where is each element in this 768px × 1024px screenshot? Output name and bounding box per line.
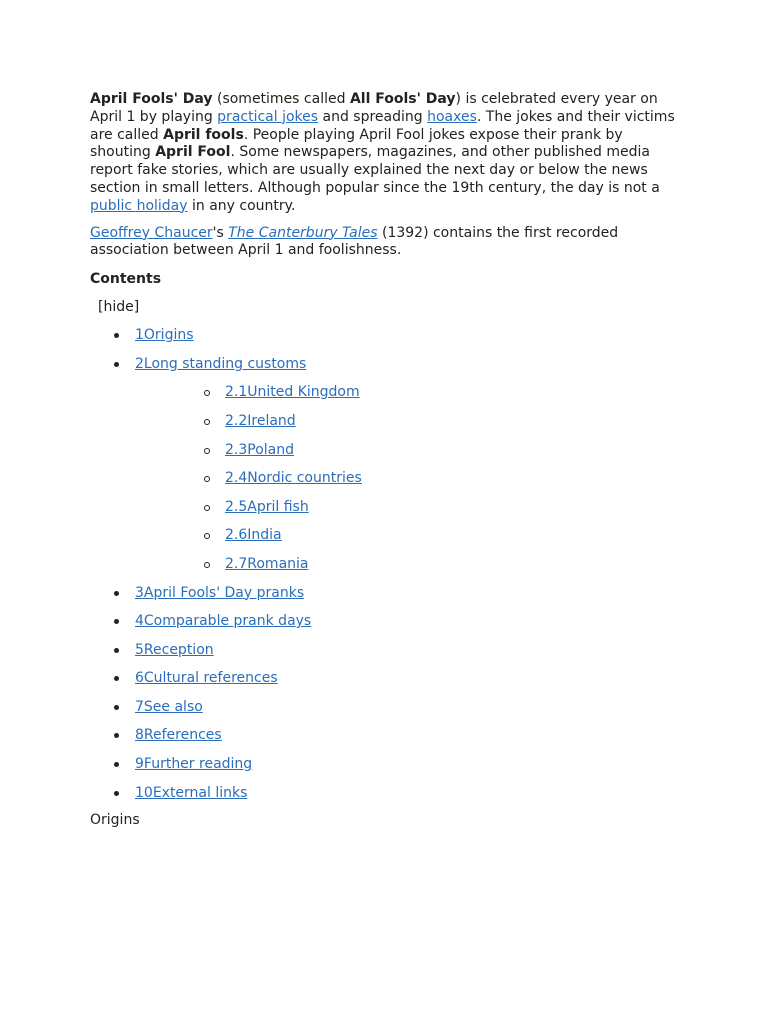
toc-subitem — [135, 469, 680, 487]
contents-title: Contents — [90, 271, 162, 288]
toc-sublink[interactable]: 2.6India — [225, 527, 282, 544]
toc-subitem — [135, 383, 680, 401]
toc-item — [90, 784, 680, 802]
intro-text: . People playing April Fool jokes expose their prank by shouting — [90, 126, 623, 161]
contents-hide-toggle[interactable]: [hide] — [98, 299, 140, 316]
intro-text: in any country. — [187, 197, 296, 214]
toc-sublink[interactable]: 2.7Romania — [225, 555, 309, 572]
toc-link[interactable]: 2Long standing customs — [135, 355, 307, 372]
toc-item — [90, 612, 680, 630]
link-geoffrey-chaucer[interactable]: Geoffrey Chaucer — [90, 224, 213, 241]
term-april-fools-day: April Fools' Day — [90, 91, 213, 107]
toc-item — [90, 584, 680, 602]
toc-link[interactable]: 9Further reading — [135, 756, 253, 773]
bullet-icon — [114, 791, 119, 796]
toc-subitem — [135, 441, 680, 459]
toc-sublink[interactable]: 2.1United Kingdom — [225, 384, 360, 401]
intro-text: . The jokes and their victims are called — [90, 108, 675, 143]
bullet-icon — [114, 619, 119, 624]
toc-subitem — [135, 555, 680, 573]
toc-sublink[interactable]: 2.4Nordic countries — [225, 470, 362, 487]
chaucer-text: 's — [212, 224, 229, 241]
toc-item — [90, 726, 680, 744]
circle-bullet-icon — [204, 476, 210, 482]
toc-link[interactable]: 1Origins — [135, 327, 194, 344]
toc-sublink[interactable]: 2.5April fish — [225, 498, 309, 515]
bullet-icon — [114, 333, 119, 338]
circle-bullet-icon — [204, 505, 210, 511]
toc-subitem — [135, 498, 680, 516]
toc-sublink[interactable]: 2.3Poland — [225, 441, 295, 458]
circle-bullet-icon — [204, 562, 210, 568]
toc-link[interactable]: 3April Fools' Day pranks — [135, 584, 305, 601]
bullet-icon — [114, 705, 119, 710]
link-practical-jokes[interactable]: practical jokes — [217, 108, 319, 125]
intro-paragraph — [90, 91, 680, 216]
section-heading-origins: Origins — [90, 812, 140, 829]
term-all-fools-day: All Fools' Day — [349, 91, 456, 107]
toc-link[interactable]: 8References — [135, 727, 222, 744]
toc-link[interactable]: 7See also — [135, 698, 203, 715]
table-of-contents — [90, 326, 680, 802]
circle-bullet-icon — [204, 419, 210, 425]
intro-text: . Some newspapers, magazines, and other published media report fake stories, which are usually explained the next day or below the news section in small letters. Although popular since the 19th century, the day is not a — [90, 144, 660, 196]
intro-text: (sometimes called — [212, 91, 350, 107]
circle-bullet-icon — [204, 390, 210, 396]
link-public-holiday[interactable]: public holiday — [90, 197, 188, 214]
toc-item — [90, 326, 680, 344]
bullet-icon — [114, 676, 119, 681]
intro-text: ) is celebrated every year on April 1 by playing — [90, 91, 658, 125]
bullet-icon — [114, 762, 119, 767]
toc-subitem — [135, 412, 680, 430]
toc-link[interactable]: 10External links — [135, 784, 248, 801]
toc-link[interactable]: 6Cultural references — [135, 670, 278, 687]
chaucer-text: (1392) contains the first recorded association between April 1 and foolishness. — [90, 224, 619, 259]
toc-subitem — [135, 526, 680, 544]
toc-item — [90, 355, 680, 573]
toc-item — [90, 641, 680, 659]
circle-bullet-icon — [204, 533, 210, 539]
bullet-icon — [114, 591, 119, 596]
article-body — [90, 91, 680, 829]
bullet-icon — [114, 733, 119, 738]
toc-item — [90, 755, 680, 773]
term-april-fools: April fools — [163, 126, 244, 143]
bullet-icon — [114, 648, 119, 653]
toc-item — [90, 669, 680, 687]
chaucer-paragraph — [90, 225, 680, 261]
bullet-icon — [114, 362, 119, 367]
circle-bullet-icon — [204, 448, 210, 454]
intro-text: and spreading — [318, 108, 428, 125]
link-hoaxes[interactable]: hoaxes — [427, 108, 477, 125]
toc-link[interactable]: 4Comparable prank days — [135, 613, 312, 630]
toc-link[interactable]: 5Reception — [135, 641, 214, 658]
toc-sublink[interactable]: 2.2Ireland — [225, 412, 296, 429]
link-canterbury-tales[interactable]: The Canterbury Tales — [228, 224, 378, 241]
toc-sublist — [135, 383, 680, 573]
toc-item — [90, 698, 680, 716]
term-april-fool: April Fool — [155, 144, 231, 161]
